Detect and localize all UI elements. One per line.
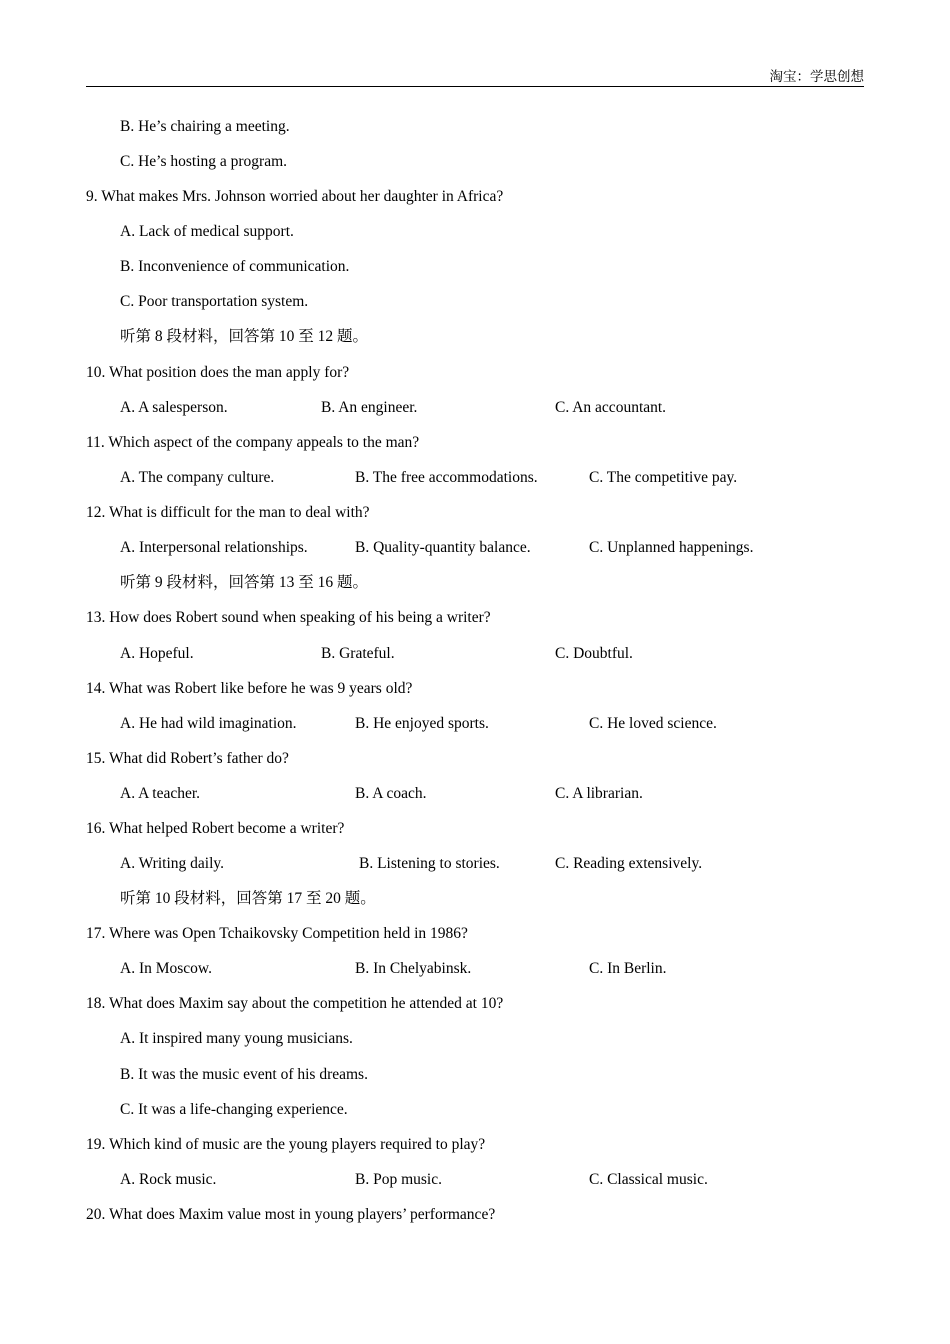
q13-question: 13. How does Robert sound when speaking of his being a writer? xyxy=(86,609,491,626)
q14-option-c: C. He loved science. xyxy=(589,715,717,732)
section-10-instruction: 听第 10 段材料，回答第 17 至 20 题。 xyxy=(120,890,376,907)
q10-options xyxy=(0,398,950,418)
q17-option-b: B. In Chelyabinsk. xyxy=(355,960,472,977)
q17-option-a: A. In Moscow. xyxy=(120,960,212,977)
q12-question: 12. What is difficult for the man to deal with? xyxy=(86,504,370,521)
q11-option-b: B. The free accommodations. xyxy=(355,469,538,486)
header-text: 淘宝：学思创想 xyxy=(769,69,864,84)
q13-option-a: A. Hopeful. xyxy=(120,645,194,662)
q15-question: 15. What did Robert’s father do? xyxy=(86,750,289,767)
q18-question: 18. What does Maxim say about the competition he attended at 10? xyxy=(86,995,504,1012)
q16-question: 16. What helped Robert become a writer? xyxy=(86,820,345,837)
q14-option-a: A. He had wild imagination. xyxy=(120,715,297,732)
q13-option-b: B. Grateful. xyxy=(321,645,395,662)
q9-option-c: C. Poor transportation system. xyxy=(120,293,309,310)
q9-option-a: A. Lack of medical support. xyxy=(120,223,294,240)
q14-option-b: B. He enjoyed sports. xyxy=(355,715,489,732)
q13-options xyxy=(0,644,950,664)
q16-option-c: C. Reading extensively. xyxy=(555,855,703,872)
q17-question: 17. Where was Open Tchaikovsky Competition held in 1986? xyxy=(86,925,468,942)
q16-option-a: A. Writing daily. xyxy=(120,855,224,872)
q10-option-a: A. A salesperson. xyxy=(120,399,228,416)
q9-option-b: B. Inconvenience of communication. xyxy=(120,258,350,275)
q14-question: 14. What was Robert like before he was 9 years old? xyxy=(86,680,413,697)
q12-option-a: A. Interpersonal relationships. xyxy=(120,539,308,556)
q11-option-c: C. The competitive pay. xyxy=(589,469,738,486)
q19-options xyxy=(0,1170,950,1190)
q11-option-a: A. The company culture. xyxy=(120,469,275,486)
q17-option-c: C. In Berlin. xyxy=(589,960,667,977)
q19-option-c: C. Classical music. xyxy=(589,1171,708,1188)
q10-option-b: B. An engineer. xyxy=(321,399,418,416)
section-9-instruction: 听第 9 段材料，回答第 13 至 16 题。 xyxy=(120,574,369,591)
q16-option-b: B. Listening to stories. xyxy=(359,855,500,872)
q13-option-c: C. Doubtful. xyxy=(555,645,633,662)
page-header xyxy=(86,68,864,87)
q14-options xyxy=(0,714,950,734)
q8-option-c: C. He’s hosting a program. xyxy=(120,153,288,170)
q15-option-c: C. A librarian. xyxy=(555,785,643,802)
q10-option-c: C. An accountant. xyxy=(555,399,667,416)
q12-option-b: B. Quality-quantity balance. xyxy=(355,539,531,556)
q12-option-c: C. Unplanned happenings. xyxy=(589,539,754,556)
q11-question: 11. Which aspect of the company appeals to the man? xyxy=(86,434,420,451)
q11-options xyxy=(0,468,950,488)
q17-options xyxy=(0,959,950,979)
section-8-instruction: 听第 8 段材料，回答第 10 至 12 题。 xyxy=(120,328,369,345)
q15-options xyxy=(0,784,950,804)
q19-option-a: A. Rock music. xyxy=(120,1171,217,1188)
q18-option-b: B. It was the music event of his dreams. xyxy=(120,1066,368,1083)
q19-question: 19. Which kind of music are the young players required to play? xyxy=(86,1136,486,1153)
q16-options xyxy=(0,854,950,874)
q18-option-a: A. It inspired many young musicians. xyxy=(120,1030,353,1047)
q9-question: 9. What makes Mrs. Johnson worried about her daughter in Africa? xyxy=(86,188,504,205)
q20-question: 20. What does Maxim value most in young players’ performance? xyxy=(86,1206,496,1223)
q10-question: 10. What position does the man apply for? xyxy=(86,364,350,381)
q15-option-a: A. A teacher. xyxy=(120,785,201,802)
q8-option-b: B. He’s chairing a meeting. xyxy=(120,118,290,135)
q19-option-b: B. Pop music. xyxy=(355,1171,442,1188)
q15-option-b: B. A coach. xyxy=(355,785,427,802)
q12-options xyxy=(0,538,950,558)
q18-option-c: C. It was a life-changing experience. xyxy=(120,1101,348,1118)
